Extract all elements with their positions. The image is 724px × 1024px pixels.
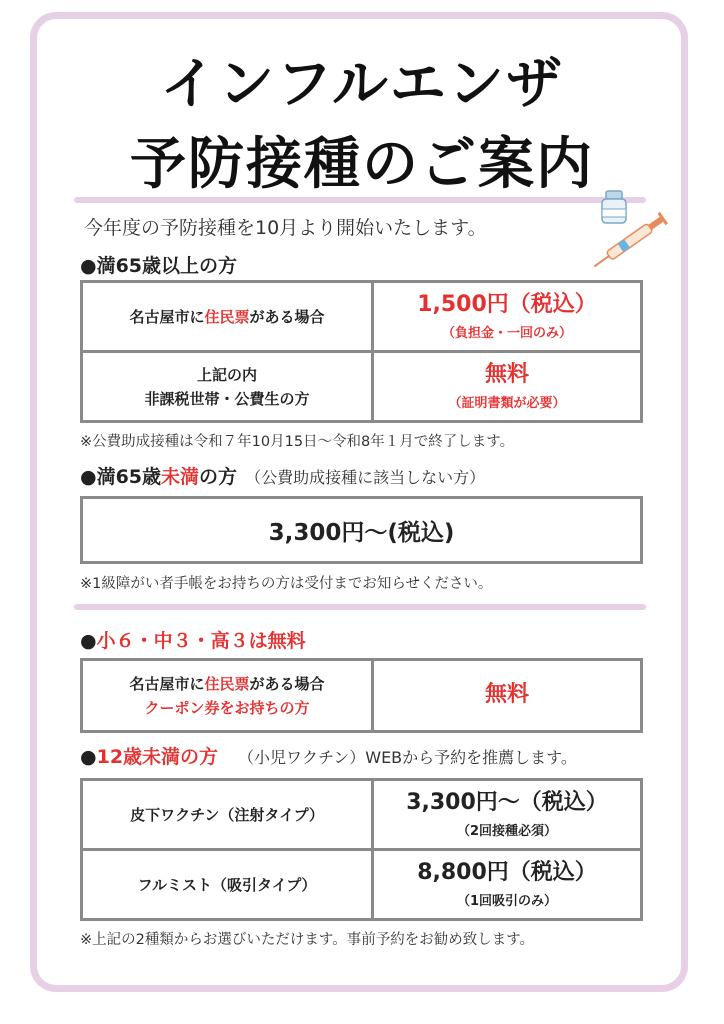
row-label-coupon [82, 660, 373, 732]
section-under-65-heading [80, 462, 485, 489]
footnote-65-plus: ※公費助成接種は令和７年10月15日〜令和8年１月で終了します。 [80, 434, 515, 450]
label-highlight: クーポン券をお持ちの方 [144, 698, 310, 717]
section-divider [74, 604, 646, 610]
heading-text: の方 [199, 466, 238, 488]
bullet: ● [80, 746, 97, 768]
label-highlight: 住民票 [204, 307, 250, 326]
syringe-icon [582, 185, 682, 275]
bullet: ● [80, 630, 97, 652]
row-label-flumist: フルミスト（吸引タイプ） [82, 850, 373, 920]
row-price-flumist [373, 850, 642, 920]
row-price-coupon [373, 660, 642, 732]
section-65-plus-heading [80, 251, 237, 278]
label-text: 名古屋市に [129, 307, 205, 326]
heading-note: （公費助成接種に該当しない方） [245, 468, 486, 487]
price-note: （2回接種必須） [456, 824, 558, 840]
table-row [82, 780, 642, 850]
table-under-12 [80, 778, 643, 921]
row-price-resident [373, 282, 642, 352]
price-value: 無料 [484, 361, 529, 387]
price-value: 無料 [484, 682, 529, 708]
title-line-2: 予防接種のご案内 [130, 132, 594, 197]
table-row [82, 660, 642, 732]
price-value: 8,800円（税込） [417, 859, 597, 885]
label-highlight: 住民票 [204, 674, 250, 693]
table-row [82, 850, 642, 920]
intro-text: 今年度の予防接種を10月より開始いたします。 [84, 217, 487, 239]
heading-text: 12歳未満の方 [96, 746, 219, 768]
price-note: （証明書類が必要） [448, 396, 566, 412]
price-value: 1,500円（税込） [417, 291, 597, 317]
row-price-injection [373, 780, 642, 850]
header-divider [74, 197, 646, 203]
section-65-plus-heading-text: ●満65歳以上の方 [80, 255, 238, 277]
row-label-resident [82, 282, 373, 352]
table-row [82, 352, 642, 422]
vial-icon [602, 191, 626, 223]
section-students-heading [80, 626, 306, 653]
price-box-under-65 [80, 496, 643, 564]
heading-text: ●満65歳 [80, 466, 162, 488]
footnote-under-65: ※1級障がい者手帳をお持ちの方は受付までお知らせください。 [80, 576, 493, 592]
heading-note: （小児ワクチン）WEBから予約を推薦します。 [238, 748, 577, 767]
table-65-plus [80, 280, 643, 423]
row-price-exempt [373, 352, 642, 422]
heading-highlight: 未満 [161, 466, 200, 488]
price-note: （負担金・一回のみ） [441, 326, 572, 342]
label-text: 名古屋市に [129, 674, 205, 693]
table-row [82, 282, 642, 352]
title-line-1: インフルエンザ [160, 52, 564, 117]
price-note: （1回吸引のみ） [456, 894, 558, 910]
label-text: がある場合 [249, 307, 325, 326]
row-label-injection: 皮下ワクチン（注射タイプ） [82, 780, 373, 850]
heading-text: 小６・中３・高３は無料 [96, 630, 306, 652]
label-text: がある場合 [249, 674, 325, 693]
price-value: 3,300円〜（税込） [406, 789, 608, 815]
price-value: 3,300円〜(税込) [268, 519, 455, 546]
label-text: 非課税世帯・公費生の方 [144, 389, 310, 408]
section-under-12-heading [80, 742, 577, 769]
table-students [80, 658, 643, 733]
label-text: 上記の内 [196, 365, 257, 384]
footnote-under-12: ※上記の2種類からお選びいただけます。事前予約をお勧め致します。 [80, 932, 535, 948]
row-label-exempt [82, 352, 373, 422]
